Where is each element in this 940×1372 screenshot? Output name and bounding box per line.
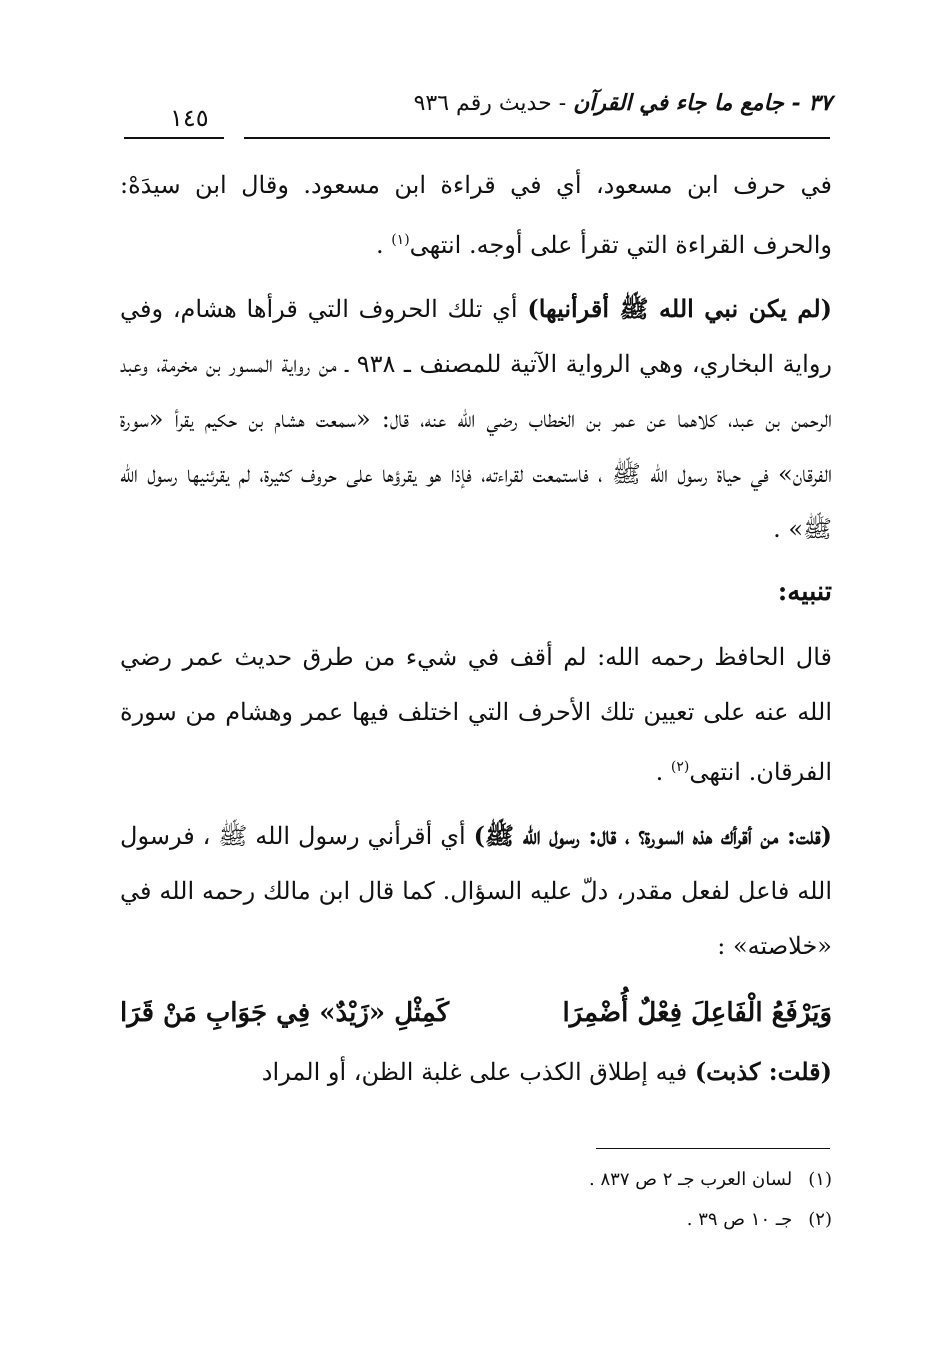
footnote-number: (٢) — [808, 1209, 832, 1230]
main-text — [120, 158, 832, 1108]
quoted-text: (لم يكن نبي الله ﷺ أقرأنيها) — [527, 294, 832, 323]
section-heading: تنبيه: — [777, 577, 832, 607]
paragraph-5: (قلت: كذبت) فيه إطلاق الكذب على غلبة الظن، أو المراد — [261, 1057, 832, 1086]
quoted-text: (قلت: كذبت) — [694, 1057, 832, 1086]
page-number: ١٤٥ — [170, 104, 209, 132]
footnote-text: جـ ١٠ ص ٣٩ . — [686, 1209, 793, 1230]
paragraph-4: (قلت: من أقرأك هذه السورة؟ ، قال: رسول الله ﷺ) أي أقرأني رسول الله ﷺ ، فرسول الله فاعل لفعل مقدر، دلّ عليه السؤال. كما قال ابن مالك رحمه الله في «خلاصته» : — [120, 821, 832, 960]
verse-first-hemistich: وَيَرْفَعُ الْفَاعِلَ فِعْلٌ أُضْمِرَا — [562, 998, 832, 1028]
chapter-title: ٣٧ - جامع ما جاء في القرآن — [573, 90, 832, 116]
footnote-text: لسان العرب جـ ٢ ص ٨٣٧ . — [589, 1169, 793, 1190]
footnote-separator — [596, 1148, 830, 1149]
quoted-text: (قلت: من أقرأك هذه السورة؟ ، قال: رسول الله ﷺ) — [473, 821, 832, 850]
footnote-2 — [360, 1200, 832, 1240]
poetry-verse — [120, 982, 832, 1044]
paragraph-3: قال الحافظ رحمه الله: لم أقف في شيء من طرق حديث عمر رضي الله عنه على تعيين تلك الأحرف التي اختلف فيها عمر وهشام من سورة الفرقان. انتهى$^{(٢)}$ . — [120, 643, 832, 786]
hadith-number: - حديث رقم ٩٣٦ — [413, 91, 574, 116]
footnote-ref-1: (١) — [391, 232, 410, 248]
footnote-ref-2: (٢) — [670, 759, 690, 775]
running-title — [414, 90, 832, 116]
verse-second-hemistich: كَمِثْلِ «زَيْدٌ» فِي جَوَابِ مَنْ قَرَا — [120, 998, 450, 1028]
paragraph-2: (لم يكن نبي الله ﷺ أقرأنيها) أي تلك الحروف التي قرأها هشام، وفي رواية البخاري، وهي الرواية الآتية للمصنف ـ ٩٣٨ ـ من رواية المسور بن مخرمة، وعبد الرحمن بن عبد، كلاهما عن عمر بن الخطاب رضي الله عنه، قال: «سمعت هشام بن حكيم يقرأ «سورة الفرقان» في حياة رسول الله ﷺ ، فاستمعت لقراءته، فإذا هو يقرؤها على حروف كثيرة، لم يقرئنيها رسول الله ﷺ» . — [120, 294, 833, 543]
footnote-1 — [360, 1160, 832, 1200]
footnotes — [360, 1160, 832, 1240]
page-header — [120, 88, 832, 134]
paragraph-1: في حرف ابن مسعود، أي في قراءة ابن مسعود. وقال ابن سيدَهْ: والحرف القراءة التي تقرأ على أوجه. انتهى$^{(١)}$ . — [120, 171, 832, 259]
footnote-number: (١) — [808, 1169, 832, 1190]
